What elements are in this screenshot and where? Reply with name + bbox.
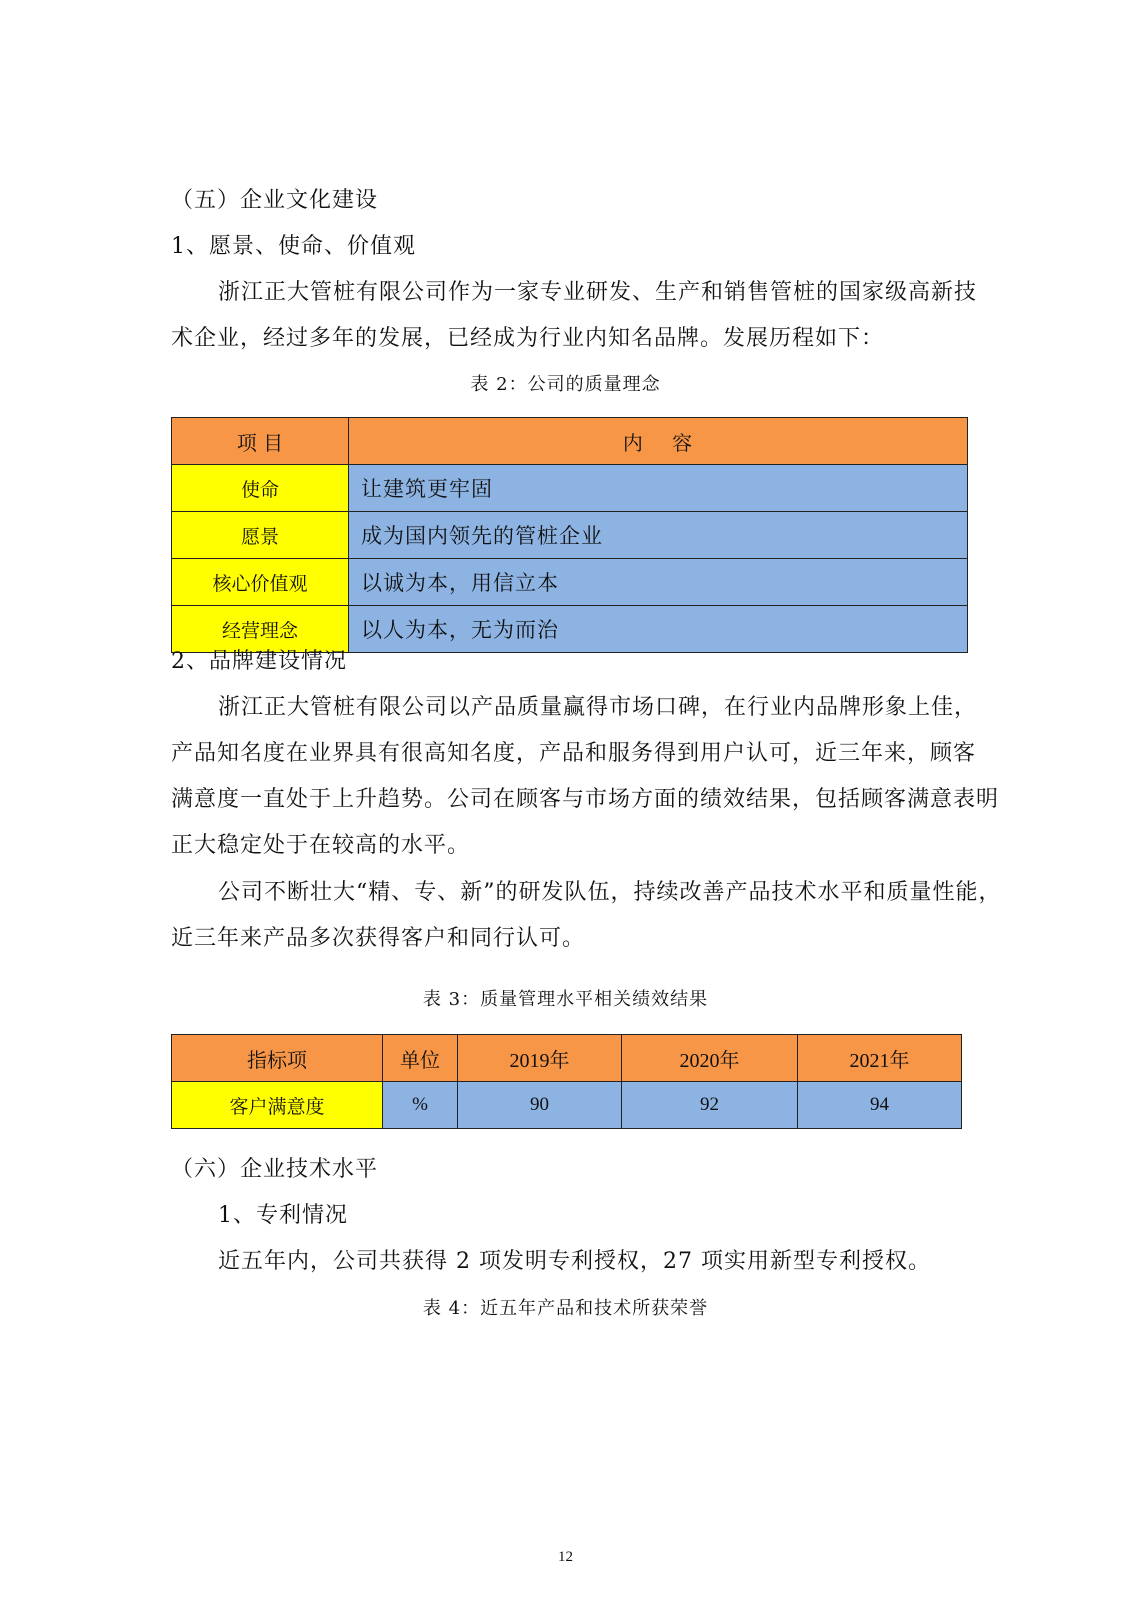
header-2021: 2021年 [798,1035,962,1082]
paragraph-1-line-2: 术企业，经过多年的发展，已经成为行业内知名品牌。发展历程如下： [171,326,885,351]
quality-concept-table [171,417,968,653]
table4-caption: 表 4：近五年产品和技术所获荣誉 [422,1298,709,1319]
row-content: 成为国内领先的管桩企业 [349,512,968,559]
table3-caption: 表 3：质量管理水平相关绩效结果 [422,989,709,1010]
paragraph-2-line-3: 满意度一直处于上升趋势。公司在顾客与市场方面的绩效结果，包括顾客满意表明 [171,787,1000,812]
paragraph-2-line-1: 浙江正大管桩有限公司以产品质量赢得市场口碑，在行业内品牌形象上佳， [218,695,978,720]
table2-caption: 表 2：公司的质量理念 [470,374,661,395]
paragraph-1-line-1: 浙江正大管桩有限公司作为一家专业研发、生产和销售管桩的国家级高新技 [218,280,978,305]
header-2020: 2020年 [622,1035,798,1082]
header-item: 项 目 [172,418,349,465]
row-label: 客户满意度 [172,1082,383,1129]
section6-sub1: 1、专利情况 [218,1203,348,1228]
section6-heading: （六）企业技术水平 [171,1157,379,1182]
row-value-2020: 92 [622,1082,798,1129]
row-value-2019: 90 [458,1082,622,1129]
section5-sub2: 2、品牌建设情况 [171,649,347,674]
page-number: 12 [558,1549,573,1565]
table-row [172,559,968,606]
header-2019: 2019年 [458,1035,622,1082]
paragraph-3-line-1: 公司不断壮大“精、专、新”的研发队伍，持续改善产品技术水平和质量性能， [218,880,1002,905]
table-header-row [172,1035,962,1082]
row-value-2021: 94 [798,1082,962,1129]
row-item: 核心价值观 [172,559,349,606]
section6-paragraph: 近五年内，公司共获得 2 项发明专利授权，27 项实用新型专利授权。 [218,1249,931,1274]
header-unit: 单位 [383,1035,458,1082]
row-item: 使命 [172,465,349,512]
table-header-row [172,418,968,465]
header-indicator: 指标项 [172,1035,383,1082]
paragraph-2-line-2: 产品知名度在业界具有很高知名度，产品和服务得到用户认可，近三年来，顾客 [171,741,977,766]
table-row [172,512,968,559]
row-content: 以人为本，无为而治 [349,606,968,653]
row-unit: % [383,1082,458,1129]
section5-sub1: 1、愿景、使命、价值观 [171,234,416,259]
row-content: 以诚为本，用信立本 [349,559,968,606]
row-content: 让建筑更牢固 [349,465,968,512]
paragraph-3-line-2: 近三年来产品多次获得客户和同行认可。 [171,926,586,951]
row-item: 经营理念 [172,606,349,653]
header-content: 内 容 [349,418,968,465]
table-row [172,465,968,512]
row-item: 愿景 [172,512,349,559]
section5-heading: （五）企业文化建设 [171,188,379,213]
table-row [172,606,968,653]
paragraph-2-line-4: 正大稳定处于在较高的水平。 [171,833,471,858]
table-row [172,1082,962,1129]
performance-table [171,1034,962,1129]
